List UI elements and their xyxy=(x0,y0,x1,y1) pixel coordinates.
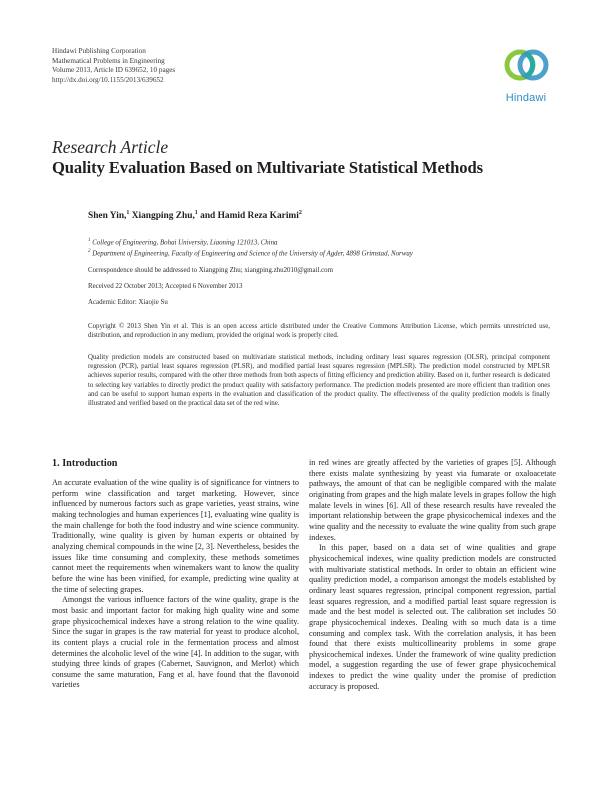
affiliations xyxy=(88,236,550,259)
author-name: Shen Yin, xyxy=(88,211,127,222)
affiliation-line: $^1$ College of Engineering, Bohai University, Liaoning 121013, China xyxy=(88,238,278,247)
hindawi-logo xyxy=(498,44,554,106)
body-column-left xyxy=(52,478,299,691)
journal-name: Mathematical Problems in Engineering xyxy=(52,56,165,65)
article-type: Research Article xyxy=(52,137,169,157)
logo-wordmark: Hindawi xyxy=(505,92,547,104)
abstract: Quality prediction models are constructed based on multivariate statistical methods, including ordinary least squares regression (OLSR), principal component regression (PCR), partial least squares regression (PLSR), and modified partial least squares regression (MPLSR). The prediction model constructed by MPLSR achieves superior results, compared with the other three methods from both aspects of fitting efficiency and prediction ability. Based on it, further research is dedicated to selecting key variables to directly predict the product quality with satisfactory performance. The prediction models presented are more efficient than tradition ones and can be useful to support human experts in the evaluation and classification of the product quality. The effectiveness of the quality prediction models is finally illustrated and verified based on the practical data set of the red wine. xyxy=(88,354,550,408)
received-dates: Received 22 October 2013; Accepted 6 November 2013 xyxy=(88,283,243,290)
academic-editor: Academic Editor: Xiaojie Su xyxy=(88,299,168,306)
publisher-name: Hindawi Publishing Corporation xyxy=(52,47,146,55)
author-name: and Hamid Reza Karimi xyxy=(197,211,299,222)
author-affiliation-mark: 1 xyxy=(194,210,198,216)
author-affiliation-mark: 1 xyxy=(126,210,130,216)
volume-info: Volume 2013, Article ID 639652, 10 pages xyxy=(52,66,176,75)
body-paragraph: Amongst the various influence factors of the wine quality, grape is the most basic and important factor for making high quality wine and some grape physicochemical indexes have a strong relation to the wine quality. Since the sugar in grapes is the raw material for yeast to produce alcohol, its content plays a crucial role in the fermentation process and almost determines the alcoholic level of the wine [4]. In addition to the sugar, with studying three kinds of grapes (Cabernet, Sauvignon, and Merlot) which consume the same maturation, Fang et al. have found that the flavonoid varieties xyxy=(52,595,299,690)
affiliation-line: $^2$ Department of Engineering, Faculty of Engineering and Science of the University of Agder, 4898 Grimstad, Norway xyxy=(88,249,413,258)
journal-header xyxy=(52,47,175,85)
correspondence: Correspondence should be addressed to Xiangping Zhu; xiangping.zhu2010@gmail.com xyxy=(88,267,333,274)
section-heading: 1. Introduction xyxy=(52,458,118,469)
body-paragraph: An accurate evaluation of the wine quality is of significance for vintners to perform wine classification and target marketing. However, since influenced by numerous factors such as grape varieties, yeast strains, wine making technologies and human experiences [1], evaluating wine quality is the main challenge for both the food industry and wine science community. Traditionally, wine quality is given by human experts or obtained by analyzing chemical compounds in the wine [2, 3]. Nevertheless, besides the issues like time consuming and complexity, these methods sometimes cannot meet the requirements when winemakers want to know the quality before the wine has been vinified, for example, predicting wine quality at the time of selecting grapes. xyxy=(52,478,299,594)
hindawi-rings-icon xyxy=(498,44,554,90)
author-name: Xiangping Zhu, xyxy=(129,211,195,222)
copyright-notice: Copyright © 2013 Shen Yin et al. This is an open access article distributed under the Creative Commons Attribution License, which permits unrestricted use, distribution, and reproduction in any medium, provided the original work is properly cited. xyxy=(88,323,550,339)
body-column-right xyxy=(309,458,556,692)
paper-title: Quality Evaluation Based on Multivariate Statistical Methods xyxy=(52,158,483,177)
author-list xyxy=(88,210,302,221)
body-paragraph: in red wines are greatly affected by the varieties of grapes [5]. Although there exists malate synthesizing by yeast via fumarate or oxaloacetate pathways, the amount of that can be negligible compared with the malate originating from grapes and the high malate levels in grapes follow the high malate levels in wines [6]. All of these research results have revealed the important relationship between the grape physicochemical indexes and the wine quality and the necessity to evaluate the wine quality from such grape indexes. xyxy=(309,458,556,542)
body-paragraph: In this paper, based on a data set of wine qualities and grape physicochemical indexes, wine quality prediction models are constructed with multivariate statistical methods. In order to obtain an efficient wine quality prediction model, a comparison amongst the models established by ordinary least squares regression, principal component regression, partial least squares regression, and a modified partial least square regression is made and the best model is selected out. The calibration set includes 50 grape physicochemical indexes. Dealing with so much data is a time consuming and complex task. With the correlation analysis, it has been found that there exists multicollinearity problems in some grape physicochemical indexes. Under the framework of wine quality prediction model, a suggestion regarding the use of fewer grape physicochemical indexes to predict the wine quality under the promise of prediction accuracy is proposed. xyxy=(309,543,556,691)
author-affiliation-mark: 2 xyxy=(298,210,302,216)
doi-link[interactable]: http://dx.doi.org/10.1155/2013/639652 xyxy=(52,75,164,84)
